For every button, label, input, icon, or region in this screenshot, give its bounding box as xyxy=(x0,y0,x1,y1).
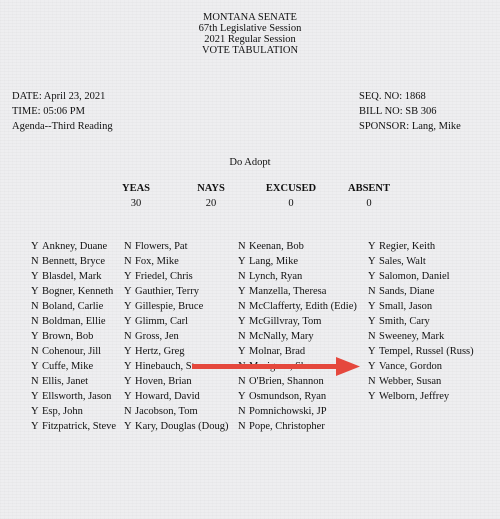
meta-seq-no: SEQ. NO: 1868 xyxy=(359,91,426,102)
legislator-row xyxy=(368,329,474,344)
legislator-name: O'Brien, Shannon xyxy=(249,376,324,387)
vote-mark: Y xyxy=(31,241,39,252)
vote-mark: Y xyxy=(124,301,132,312)
header-regular-session: 2021 Regular Session xyxy=(204,34,296,45)
meta-agenda: Agenda--Third Reading xyxy=(12,121,113,132)
legislator-name: Manzella, Theresa xyxy=(249,286,327,297)
legislator-name: Jacobson, Tom xyxy=(135,406,198,417)
legislator-row xyxy=(368,389,474,404)
vote-mark: Y xyxy=(124,316,132,327)
legislator-row xyxy=(368,254,474,269)
tally-excused-label: EXCUSED xyxy=(265,183,317,194)
legislator-name: Osmundson, Ryan xyxy=(249,391,327,402)
legislator-name: Pomnichowski, JP xyxy=(249,406,327,417)
legislator-name: Gross, Jen xyxy=(135,331,179,342)
legislator-row xyxy=(238,299,357,314)
meta-time: TIME: 05:06 PM xyxy=(12,106,85,117)
vote-mark: Y xyxy=(124,361,132,372)
vote-mark: N xyxy=(238,361,246,372)
legislator-name: Molnar, Brad xyxy=(249,346,306,357)
legislator-name: McNally, Mary xyxy=(249,331,314,342)
legislator-row xyxy=(124,284,229,299)
vote-mark: Y xyxy=(238,256,246,267)
vote-mark: Y xyxy=(368,346,376,357)
legislator-name: Sweeney, Mark xyxy=(379,331,445,342)
vote-mark: Y xyxy=(124,376,132,387)
legislator-row xyxy=(124,299,229,314)
legislator-row xyxy=(124,404,229,419)
vote-column-4 xyxy=(368,239,474,404)
legislator-name: Lynch, Ryan xyxy=(249,271,303,282)
legislator-name: McGillvray, Tom xyxy=(249,316,322,327)
tally-yeas-label: YEAS xyxy=(121,183,150,194)
legislator-name: Cohenour, Jill xyxy=(42,346,102,357)
legislator-row xyxy=(124,344,229,359)
legislator-name: Salomon, Daniel xyxy=(379,271,450,282)
vote-mark: Y xyxy=(238,316,246,327)
meta-right xyxy=(359,89,461,134)
legislator-row xyxy=(368,239,474,254)
vote-mark: Y xyxy=(368,301,376,312)
tally-absent-count: 0 xyxy=(366,198,372,209)
header-session: 67th Legislative Session xyxy=(198,23,302,34)
legislator-row xyxy=(31,359,116,374)
legislator-name: Ellis, Janet xyxy=(42,376,89,387)
legislator-row xyxy=(31,314,116,329)
header-chamber: MONTANA SENATE xyxy=(203,12,297,23)
vote-mark: Y xyxy=(368,316,376,327)
legislator-row xyxy=(31,344,116,359)
tally-yeas-count: 30 xyxy=(130,198,142,209)
legislator-row xyxy=(238,314,357,329)
header-title: VOTE TABULATION xyxy=(201,45,299,56)
legislator-row xyxy=(31,374,116,389)
vote-mark: Y xyxy=(124,286,132,297)
vote-mark: Y xyxy=(124,346,132,357)
legislator-name: Fitzpatrick, Steve xyxy=(42,421,117,432)
legislator-row xyxy=(368,344,474,359)
legislator-row xyxy=(31,254,116,269)
legislator-name: Welborn, Jeffrey xyxy=(379,391,450,402)
legislator-row xyxy=(124,389,229,404)
meta-left xyxy=(12,89,113,134)
legislator-name: Regier, Keith xyxy=(379,241,436,252)
legislator-row xyxy=(238,284,357,299)
legislator-row xyxy=(368,359,474,374)
meta-date: DATE: April 23, 2021 xyxy=(12,91,106,102)
legislator-name: Bogner, Kenneth xyxy=(42,286,114,297)
vote-column-3 xyxy=(238,239,357,434)
legislator-name: Small, Jason xyxy=(379,301,433,312)
legislator-row xyxy=(238,419,357,434)
legislator-name: Cuffe, Mike xyxy=(42,361,94,372)
legislator-name: Sands, Diane xyxy=(379,286,435,297)
legislator-name: Esp, John xyxy=(42,406,83,417)
legislator-name: Flowers, Pat xyxy=(135,241,188,252)
vote-mark: N xyxy=(368,286,376,297)
vote-mark: N xyxy=(31,256,39,267)
legislator-row xyxy=(238,404,357,419)
meta-bill-no: BILL NO: SB 306 xyxy=(359,106,437,117)
vote-mark: N xyxy=(31,316,39,327)
legislator-name: Blasdel, Mark xyxy=(42,271,102,282)
legislator-row xyxy=(238,239,357,254)
legislator-name: Boldman, Ellie xyxy=(42,316,106,327)
legislator-row xyxy=(31,389,116,404)
legislator-row xyxy=(124,374,229,389)
vote-mark: N xyxy=(238,376,246,387)
legislator-row xyxy=(31,269,116,284)
tally-absent-label: ABSENT xyxy=(347,183,390,194)
vote-mark: N xyxy=(31,346,39,357)
vote-mark: Y xyxy=(238,286,246,297)
legislator-row xyxy=(368,269,474,284)
legislator-row xyxy=(368,374,474,389)
legislator-row xyxy=(31,284,116,299)
legislator-row xyxy=(368,284,474,299)
legislator-row xyxy=(238,254,357,269)
vote-mark: Y xyxy=(124,271,132,282)
vote-mark: N xyxy=(31,301,39,312)
legislator-name: Ellsworth, Jason xyxy=(42,391,112,402)
legislator-name: Lang, Mike xyxy=(249,256,298,267)
legislator-name: Sales, Walt xyxy=(379,256,426,267)
vote-mark: N xyxy=(238,241,246,252)
tally-nays-count: 20 xyxy=(205,198,217,209)
document-header xyxy=(0,12,500,56)
legislator-name: McClafferty, Edith (Edie) xyxy=(249,301,357,312)
vote-mark: Y xyxy=(31,271,39,282)
legislator-name: Morigeau, Shane xyxy=(249,361,321,372)
legislator-name: Ankney, Duane xyxy=(42,241,108,252)
tally-nays-label: NAYS xyxy=(197,183,225,194)
legislator-row xyxy=(238,344,357,359)
legislator-row xyxy=(368,299,474,314)
legislator-name: Kary, Douglas (Doug) xyxy=(135,421,229,432)
vote-mark: N xyxy=(124,256,132,267)
legislator-row xyxy=(238,329,357,344)
legislator-name: Bennett, Bryce xyxy=(42,256,105,267)
legislator-name: Brown, Bob xyxy=(42,331,94,342)
legislator-name: Boland, Carlie xyxy=(42,301,104,312)
legislator-name: Fox, Mike xyxy=(135,256,179,267)
legislator-name: Gillespie, Bruce xyxy=(135,301,204,312)
vote-mark: N xyxy=(124,406,132,417)
vote-mark: N xyxy=(238,421,246,432)
vote-mark: N xyxy=(31,376,39,387)
legislator-row xyxy=(124,329,229,344)
tally-absent xyxy=(329,182,409,211)
legislator-row xyxy=(238,269,357,284)
vote-mark: N xyxy=(368,331,376,342)
legislator-name: Hinebauch, Steve xyxy=(135,361,210,372)
legislator-name: Smith, Cary xyxy=(379,316,430,327)
meta-sponsor: SPONSOR: Lang, Mike xyxy=(359,121,461,132)
legislator-name: Gauthier, Terry xyxy=(135,286,199,297)
legislator-name: Friedel, Chris xyxy=(135,271,193,282)
legislator-row xyxy=(124,239,229,254)
legislator-row xyxy=(124,359,229,374)
legislator-name: Vance, Gordon xyxy=(379,361,442,372)
legislator-name: Glimm, Carl xyxy=(135,316,189,327)
vote-column-2 xyxy=(124,239,229,434)
legislator-row xyxy=(31,329,116,344)
legislator-row xyxy=(238,389,357,404)
legislator-row xyxy=(31,239,116,254)
vote-mark: Y xyxy=(31,331,39,342)
legislator-row xyxy=(124,419,229,434)
vote-mark: Y xyxy=(31,361,39,372)
tally-yeas xyxy=(96,182,176,211)
vote-mark: N xyxy=(124,241,132,252)
legislator-name: Tempel, Russel (Russ) xyxy=(379,346,474,357)
legislator-row xyxy=(31,419,116,434)
vote-mark: N xyxy=(238,301,246,312)
vote-mark: Y xyxy=(368,256,376,267)
vote-mark: N xyxy=(238,406,246,417)
legislator-name: Keenan, Bob xyxy=(249,241,304,252)
vote-mark: Y xyxy=(31,391,39,402)
legislator-row xyxy=(124,269,229,284)
legislator-row xyxy=(238,374,357,389)
vote-mark: Y xyxy=(368,391,376,402)
legislator-row xyxy=(31,299,116,314)
vote-mark: Y xyxy=(31,286,39,297)
vote-mark: N xyxy=(238,331,246,342)
legislator-name: Pope, Christopher xyxy=(249,421,325,432)
vote-mark: Y xyxy=(368,241,376,252)
vote-mark: Y xyxy=(124,421,132,432)
motion-text: Do Adopt xyxy=(229,157,271,168)
legislator-row xyxy=(31,404,116,419)
vote-mark: N xyxy=(238,271,246,282)
vote-mark: Y xyxy=(124,391,132,402)
tally-nays xyxy=(171,182,251,211)
legislator-name: Hertz, Greg xyxy=(135,346,185,357)
vote-mark: N xyxy=(368,376,376,387)
vote-mark: Y xyxy=(238,346,246,357)
vote-mark: Y xyxy=(238,391,246,402)
vote-column-1 xyxy=(31,239,116,434)
vote-mark: N xyxy=(124,331,132,342)
vote-mark: Y xyxy=(31,406,39,417)
vote-mark: Y xyxy=(31,421,39,432)
legislator-row xyxy=(124,254,229,269)
legislator-name: Howard, David xyxy=(135,391,200,402)
vote-mark: Y xyxy=(368,271,376,282)
legislator-name: Hoven, Brian xyxy=(135,376,192,387)
legislator-row xyxy=(238,359,357,374)
legislator-row xyxy=(368,314,474,329)
vote-mark: Y xyxy=(368,361,376,372)
legislator-row xyxy=(124,314,229,329)
tally-excused xyxy=(251,182,331,211)
tally-excused-count: 0 xyxy=(288,198,294,209)
legislator-name: Webber, Susan xyxy=(379,376,442,387)
